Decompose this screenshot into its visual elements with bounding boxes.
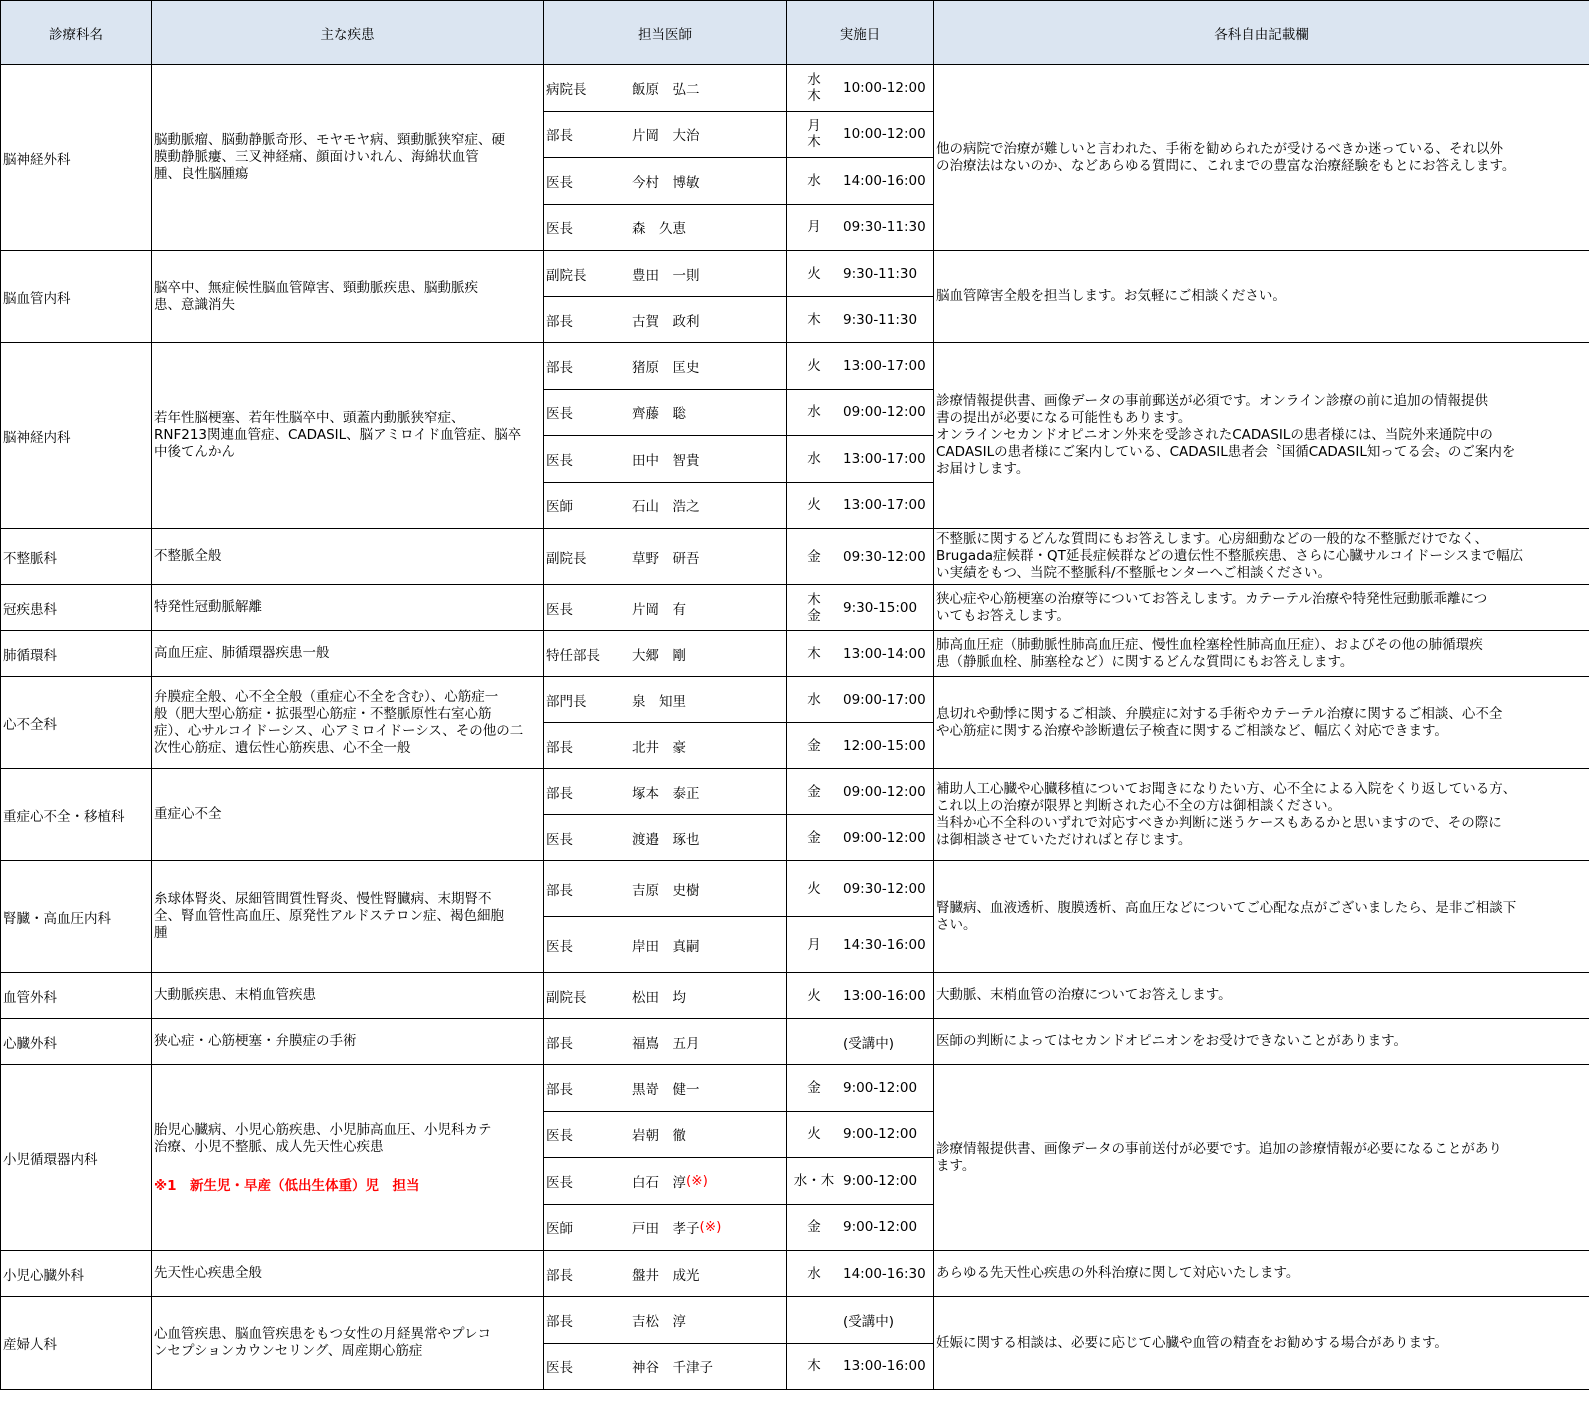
dept-name: 不整脈科 bbox=[1, 529, 152, 585]
schedule-cell bbox=[787, 111, 934, 158]
doctor-name: 田中 智貴 bbox=[632, 452, 700, 469]
memo-text: 医師の判断によってはセカンドオピニオンをお受けできないことがあります。 bbox=[936, 1033, 1408, 1049]
table-row bbox=[1, 1019, 1589, 1065]
doctor-name: 古賀 政利 bbox=[632, 313, 700, 330]
memo-cell bbox=[934, 677, 1589, 769]
doctor-role: 部長 bbox=[546, 1081, 573, 1098]
schedule-time: 09:00-12:00 bbox=[843, 404, 926, 421]
doctor-role: 特任部長 bbox=[546, 647, 600, 664]
disease-cell bbox=[152, 585, 544, 631]
schedule-cell bbox=[787, 1158, 934, 1205]
schedule-time: 09:30-12:00 bbox=[843, 880, 926, 897]
schedule-time: 13:00-16:00 bbox=[843, 1358, 926, 1375]
doctor-cell bbox=[544, 1204, 787, 1251]
memo-cell bbox=[934, 631, 1589, 677]
schedule-day: 木 bbox=[807, 645, 821, 662]
doctor-name: 塚本 泰正 bbox=[632, 785, 700, 802]
disease-text: 弁膜症全般、心不全全般（重症心不全を含む）、心筋症一 般（肥大型心筋症・拡張型心筋症・不整脈原性右室心筋 症）、心サルコイドーシス、心アミロイドーシス、その他の二 次性心筋症、遺伝性心筋疾患、心不全一般 bbox=[154, 688, 524, 756]
doctor-name: 齊藤 聡 bbox=[632, 406, 686, 423]
dept-name: 脳神経内科 bbox=[1, 343, 152, 529]
table-row bbox=[1, 585, 1589, 631]
schedule-cell bbox=[787, 1019, 934, 1065]
doctor-name: 泉 知里 bbox=[632, 693, 686, 710]
schedule-time: 9:00-12:00 bbox=[843, 1126, 918, 1143]
red-note: ※1 新生児・早産（低出生体重）児 担当 bbox=[154, 1177, 420, 1194]
schedule-day: 月 bbox=[807, 219, 821, 236]
schedule-time: 9:00-12:00 bbox=[843, 1079, 918, 1096]
doctor-name: 吉松 淳 bbox=[632, 1313, 686, 1330]
disease-cell bbox=[152, 1297, 544, 1390]
dept-name: 脳血管内科 bbox=[1, 251, 152, 343]
memo-cell bbox=[934, 585, 1589, 631]
dept-name: 血管外科 bbox=[1, 973, 152, 1019]
table-row bbox=[1, 1251, 1589, 1297]
disease-cell bbox=[152, 973, 544, 1019]
schedule-cell bbox=[787, 769, 934, 815]
memo-cell bbox=[934, 529, 1589, 585]
disease-text: 特発性冠動脈解離 bbox=[154, 599, 262, 615]
schedule-day: 水 bbox=[807, 691, 821, 708]
schedule-day: 水 木 bbox=[807, 71, 821, 104]
schedule-time: 09:30-11:30 bbox=[843, 219, 926, 236]
doctor-name: 飯原 弘二 bbox=[632, 81, 700, 98]
doctor-cell bbox=[544, 1343, 787, 1390]
schedule-time: 9:30-11:30 bbox=[843, 311, 918, 328]
doctor-role: 副院長 bbox=[546, 550, 587, 567]
disease-text: 高血圧症、肺循環器疾患一般 bbox=[154, 645, 330, 661]
disease-text: 胎児心臓病、小児心筋疾患、小児肺高血圧、小児科カテ 治療、小児不整脈、成人先天性心疾患 bbox=[154, 1121, 492, 1155]
doctor-name: 片岡 有 bbox=[632, 601, 686, 618]
schedule-time: 14:30-16:00 bbox=[843, 936, 926, 953]
memo-text: 診療情報提供書、画像データの事前郵送が必須です。オンライン診療の前に追加の情報提供 書の提出が必要になる可能性もあります。 オンラインセカンドオピニオン外来を受診されたCADASILの患者様には、当院外来通院中の CADASILの患者様にご案内している、CADASIL患者会〝国循CADASIL知ってる会〟のご案内を お届けします。 bbox=[936, 393, 1516, 477]
doctor-role: 医長 bbox=[546, 406, 573, 423]
schedule-day: 金 bbox=[807, 548, 821, 565]
disease-cell bbox=[152, 1019, 544, 1065]
table-body bbox=[1, 65, 1589, 1390]
doctor-cell bbox=[544, 815, 787, 861]
doctor-role: 副院長 bbox=[546, 267, 587, 284]
doctor-cell bbox=[544, 677, 787, 723]
schedule-cell bbox=[787, 815, 934, 861]
schedule-day: 金 bbox=[807, 829, 821, 846]
doctor-cell bbox=[544, 158, 787, 205]
doctor-name: 北井 豪 bbox=[632, 739, 686, 756]
doctor-cell bbox=[544, 917, 787, 973]
schedule-time: 14:00-16:00 bbox=[843, 172, 926, 189]
schedule-cell bbox=[787, 389, 934, 436]
dept-name: 心不全科 bbox=[1, 677, 152, 769]
schedule-time: 9:30-11:30 bbox=[843, 265, 918, 282]
doctor-name: 福嶌 五月 bbox=[632, 1035, 700, 1052]
doctor-role: 部長 bbox=[546, 1313, 573, 1330]
schedule-time: 9:00-12:00 bbox=[843, 1219, 918, 1236]
doctor-role: 副院長 bbox=[546, 989, 587, 1006]
schedule-cell bbox=[787, 204, 934, 251]
disease-text: 狭心症・心筋梗塞・弁膜症の手術 bbox=[154, 1033, 357, 1049]
doctor-cell bbox=[544, 1297, 787, 1344]
dept-name: 腎臓・高血圧内科 bbox=[1, 861, 152, 973]
schedule-time: 09:00-17:00 bbox=[843, 691, 926, 708]
header-memo: 各科自由記載欄 bbox=[934, 1, 1589, 65]
memo-cell bbox=[934, 1251, 1589, 1297]
disease-text: 心血管疾患、脳血管疾患をもつ女性の月経異常やプレコ ンセプションカウンセリング、周産期心筋症 bbox=[154, 1326, 491, 1359]
memo-cell bbox=[934, 1065, 1589, 1251]
schedule-cell bbox=[787, 158, 934, 205]
dept-name: 産婦人科 bbox=[1, 1297, 152, 1390]
doctor-cell bbox=[544, 389, 787, 436]
doctor-cell bbox=[544, 973, 787, 1019]
schedule-time: 14:00-16:30 bbox=[843, 1265, 926, 1282]
schedule-day: 水・木 bbox=[793, 1172, 835, 1189]
doctor-role: 部門長 bbox=[546, 693, 587, 710]
doctor-cell bbox=[544, 585, 787, 631]
schedule-cell bbox=[787, 917, 934, 973]
doctor-name: 草野 研吾 bbox=[632, 550, 700, 567]
doctor-cell bbox=[544, 529, 787, 585]
schedule-day: 火 bbox=[807, 497, 821, 514]
memo-text: 息切れや動悸に関するご相談、弁膜症に対する手術やカテーテル治療に関するご相談、心不全 や心筋症に関する治療や診断遺伝子検査に関するご相談など、幅広く対応できます。 bbox=[936, 705, 1503, 739]
doctor-name: 岸田 真嗣 bbox=[632, 938, 700, 955]
table-row bbox=[1, 769, 1589, 815]
schedule-day: 木 金 bbox=[807, 591, 821, 624]
disease-cell bbox=[152, 529, 544, 585]
doctor-name: 盤井 成光 bbox=[632, 1267, 700, 1284]
schedule-time: 09:30-12:00 bbox=[843, 548, 926, 565]
header-dept: 診療科名 bbox=[1, 1, 152, 65]
doctor-role: 医長 bbox=[546, 452, 573, 469]
schedule-time: 13:00-17:00 bbox=[843, 357, 926, 374]
schedule-cell bbox=[787, 585, 934, 631]
disease-cell bbox=[152, 65, 544, 251]
disease-text: 糸球体腎炎、尿細管間質性腎炎、慢性腎臓病、末期腎不 全、腎血管性高血圧、原発性アルドステロン症、褐色細胞 腫 bbox=[154, 891, 505, 941]
memo-text: 腎臓病、血液透析、腹膜透析、高血圧などについてご心配な点がございましたら、是非ご相談下 さい。 bbox=[936, 899, 1517, 933]
schedule-cell bbox=[787, 251, 934, 297]
schedule-time: 09:00-12:00 bbox=[843, 783, 926, 800]
schedule-cell bbox=[787, 1111, 934, 1158]
doctor-cell bbox=[544, 1111, 787, 1158]
schedule-time: 10:00-12:00 bbox=[843, 126, 926, 143]
doctor-role: 医師 bbox=[546, 499, 573, 516]
doctor-role: 医長 bbox=[546, 221, 573, 238]
doctor-name: 吉原 史樹 bbox=[632, 882, 700, 899]
doctor-mark: (※) bbox=[686, 1172, 708, 1189]
doctor-cell bbox=[544, 1065, 787, 1112]
table-row bbox=[1, 677, 1589, 723]
schedule-time: (受講中) bbox=[843, 1035, 895, 1052]
disease-text: 脳動脈瘤、脳動静脈奇形、モヤモヤ病、頸動脈狭窄症、硬 膜動静脈瘻、三叉神経痛、顔面けいれん、海綿状血管 腫、良性脳腫瘍 bbox=[154, 132, 505, 182]
doctor-cell bbox=[544, 482, 787, 529]
doctor-name: 今村 博敏 bbox=[632, 174, 700, 191]
memo-cell bbox=[934, 1297, 1589, 1390]
dept-name: 脳神経外科 bbox=[1, 65, 152, 251]
doctor-role: 医長 bbox=[546, 1360, 573, 1377]
schedule-day: 木 bbox=[807, 311, 821, 328]
disease-text: 不整脈全般 bbox=[154, 548, 222, 564]
memo-text: あらゆる先天性心疾患の外科治療に関して対応いたします。 bbox=[936, 1265, 1300, 1281]
schedule-day: 水 bbox=[807, 404, 821, 421]
doctor-cell bbox=[544, 1251, 787, 1297]
schedule-cell bbox=[787, 861, 934, 917]
doctor-cell bbox=[544, 343, 787, 390]
memo-text: 診療情報提供書、画像データの事前送付が必要です。追加の診療情報が必要になることがあり ます。 bbox=[936, 1140, 1502, 1174]
disease-cell bbox=[152, 343, 544, 529]
memo-text: 補助人工心臓や心臓移植についてお聞きになりたい方、心不全による入院をくり返している方、 これ以上の治療が限界と判断された心不全の方は御相談ください。 当科か心不全科のいずれで対応すべきか判断に迷うケースもあるかと思いますので、その際に は御相談させていただければと存じます。 bbox=[936, 780, 1517, 848]
doctor-role: 医長 bbox=[546, 1174, 573, 1191]
dept-name: 肺循環科 bbox=[1, 631, 152, 677]
doctor-cell bbox=[544, 251, 787, 297]
doctor-name: 戸田 孝子 bbox=[632, 1221, 700, 1238]
disease-text: 若年性脳梗塞、若年性脳卒中、頭蓋内動脈狭窄症、 RNF213関連血管症、CADASIL、脳アミロイド血管症、脳卒 中後てんかん bbox=[154, 410, 522, 460]
schedule-cell bbox=[787, 1065, 934, 1112]
doctor-cell bbox=[544, 1019, 787, 1065]
table-row bbox=[1, 973, 1589, 1019]
schedule-day: 水 bbox=[807, 172, 821, 189]
schedule-day: 金 bbox=[807, 783, 821, 800]
doctor-role: 病院長 bbox=[546, 81, 587, 98]
doctor-cell bbox=[544, 631, 787, 677]
schedule-day: 木 bbox=[807, 1358, 821, 1375]
header-date: 実施日 bbox=[787, 1, 934, 65]
memo-cell bbox=[934, 1019, 1589, 1065]
schedule-cell bbox=[787, 723, 934, 769]
memo-text: 不整脈に関するどんな質問にもお答えします。心房細動などの一般的な不整脈だけでなく、 Brugada症候群・QT延長症候群などの遺伝性不整脈疾患、さらに心臓サルコイドーシスまで幅広 い実績をもつ、当院不整脈科/不整脈センターへご相談ください。 bbox=[936, 531, 1524, 581]
doctor-role: 医長 bbox=[546, 831, 573, 848]
memo-cell bbox=[934, 861, 1589, 973]
dept-name: 冠疾患科 bbox=[1, 585, 152, 631]
header-doctor: 担当医師 bbox=[544, 1, 787, 65]
disease-cell bbox=[152, 769, 544, 861]
dept-name: 小児心臓外科 bbox=[1, 1251, 152, 1297]
doctor-role: 医師 bbox=[546, 1221, 573, 1238]
memo-text: 他の病院で治療が難しいと言われた、手術を勧められたが受けるべきか迷っている、それ以外 の治療法はないのか、などあらゆる質問に、これまでの豊富な治療経験をもとにお答えします。 bbox=[936, 140, 1516, 174]
schedule-cell bbox=[787, 677, 934, 723]
doctor-cell bbox=[544, 1158, 787, 1205]
doctor-role: 部長 bbox=[546, 128, 573, 145]
doctor-name: 白石 淳 bbox=[632, 1174, 686, 1191]
memo-cell bbox=[934, 65, 1589, 251]
memo-cell bbox=[934, 769, 1589, 861]
doctor-name: 黒嵜 健一 bbox=[632, 1081, 700, 1098]
schedule-cell bbox=[787, 65, 934, 112]
memo-text: 妊娠に関する相談は、必要に応じて心臓や血管の精査をお勧めする場合があります。 bbox=[936, 1334, 1448, 1351]
disease-text: 大動脈疾患、末梢血管疾患 bbox=[154, 987, 316, 1003]
schedule-day: 月 bbox=[807, 936, 821, 953]
memo-cell bbox=[934, 973, 1589, 1019]
doctor-role: 部長 bbox=[546, 1267, 573, 1284]
doctor-role: 部長 bbox=[546, 313, 573, 330]
schedule-day: 月 木 bbox=[807, 118, 821, 151]
schedule-day: 金 bbox=[807, 737, 821, 754]
doctor-cell bbox=[544, 769, 787, 815]
memo-text: 肺高血圧症（肺動脈性肺高血圧症、慢性血栓塞栓性肺高血圧症）、およびその他の肺循環疾 患（静脈血栓、肺塞栓など）に関するどんな質問にもお答えします。 bbox=[936, 636, 1483, 670]
schedule-day: 火 bbox=[807, 880, 821, 897]
schedule-time: 9:30-15:00 bbox=[843, 599, 918, 616]
doctor-role: 部長 bbox=[546, 739, 573, 756]
disease-cell bbox=[152, 1065, 544, 1251]
schedule-time: 13:00-17:00 bbox=[843, 497, 926, 514]
memo-text: 狭心症や心筋梗塞の治療等についてお答えします。カテーテル治療や特発性冠動脈乖離につ いてもお答えします。 bbox=[936, 590, 1488, 624]
schedule-cell bbox=[787, 1251, 934, 1297]
schedule-time: 13:00-16:00 bbox=[843, 987, 926, 1004]
schedule-cell bbox=[787, 631, 934, 677]
doctor-cell bbox=[544, 204, 787, 251]
dept-name: 心臓外科 bbox=[1, 1019, 152, 1065]
doctor-name: 豊田 一則 bbox=[632, 267, 700, 284]
memo-cell bbox=[934, 343, 1589, 529]
schedule-cell bbox=[787, 529, 934, 585]
doctor-cell bbox=[544, 65, 787, 112]
schedule-day: 水 bbox=[807, 450, 821, 467]
schedule-cell bbox=[787, 1297, 934, 1344]
schedule-time: 13:00-14:00 bbox=[843, 645, 926, 662]
schedule-cell bbox=[787, 436, 934, 483]
doctor-cell bbox=[544, 111, 787, 158]
schedule-cell bbox=[787, 482, 934, 529]
disease-text: 重症心不全 bbox=[154, 806, 222, 822]
doctor-role: 医長 bbox=[546, 1128, 573, 1145]
doctor-role: 部長 bbox=[546, 785, 573, 802]
doctor-cell bbox=[544, 723, 787, 769]
schedule-day: 火 bbox=[807, 987, 821, 1004]
table-row bbox=[1, 1065, 1589, 1112]
header-disease: 主な疾患 bbox=[152, 1, 544, 65]
schedule-day: 金 bbox=[807, 1219, 821, 1236]
disease-cell bbox=[152, 1251, 544, 1297]
doctor-cell bbox=[544, 861, 787, 917]
schedule-day: 金 bbox=[807, 1079, 821, 1096]
memo-cell bbox=[934, 251, 1589, 343]
disease-cell bbox=[152, 677, 544, 769]
schedule-cell bbox=[787, 1343, 934, 1390]
dept-name: 小児循環器内科 bbox=[1, 1065, 152, 1251]
table-row bbox=[1, 1297, 1589, 1344]
table-row bbox=[1, 65, 1589, 112]
schedule-day: 火 bbox=[807, 265, 821, 282]
doctor-name: 神谷 千津子 bbox=[632, 1360, 713, 1377]
schedule-day: 火 bbox=[807, 1126, 821, 1143]
table-row bbox=[1, 631, 1589, 677]
doctor-role: 部長 bbox=[546, 1035, 573, 1052]
doctor-mark: (※) bbox=[699, 1219, 722, 1236]
dept-name: 重症心不全・移植科 bbox=[1, 769, 152, 861]
doctor-cell bbox=[544, 297, 787, 343]
table-row bbox=[1, 861, 1589, 917]
schedule-cell bbox=[787, 297, 934, 343]
doctor-role: 部長 bbox=[546, 359, 573, 376]
table-row bbox=[1, 251, 1589, 297]
schedule-time: 12:00-15:00 bbox=[843, 737, 926, 754]
doctor-name: 岩朝 徹 bbox=[632, 1128, 686, 1145]
doctor-name: 片岡 大治 bbox=[632, 128, 700, 145]
disease-text: 先天性心疾患全般 bbox=[154, 1265, 262, 1281]
schedule-time: (受講中) bbox=[843, 1313, 895, 1330]
schedule-cell bbox=[787, 343, 934, 390]
doctor-name: 松田 均 bbox=[632, 989, 686, 1006]
schedule-cell bbox=[787, 1204, 934, 1251]
doctor-role: 医長 bbox=[546, 601, 573, 618]
schedule-day: 火 bbox=[807, 357, 821, 374]
schedule-day: 水 bbox=[807, 1265, 821, 1282]
disease-cell bbox=[152, 861, 544, 973]
disease-cell bbox=[152, 631, 544, 677]
doctor-name: 渡邉 琢也 bbox=[632, 831, 700, 848]
header-row bbox=[1, 1, 1589, 65]
memo-text: 脳血管障害全般を担当します。お気軽にご相談ください。 bbox=[936, 288, 1286, 304]
doctor-role: 部長 bbox=[546, 882, 573, 899]
doctor-name: 石山 浩之 bbox=[632, 499, 700, 516]
schedule-time: 9:00-12:00 bbox=[843, 1172, 918, 1189]
doctor-role: 医長 bbox=[546, 174, 573, 191]
doctor-role: 医長 bbox=[546, 938, 573, 955]
schedule-time: 09:00-12:00 bbox=[843, 829, 926, 846]
table-row bbox=[1, 529, 1589, 585]
schedule-cell bbox=[787, 973, 934, 1019]
schedule-time: 10:00-12:00 bbox=[843, 79, 926, 96]
doctor-cell bbox=[544, 436, 787, 483]
memo-text: 大動脈、末梢血管の治療についてお答えします。 bbox=[936, 987, 1232, 1003]
doctor-name: 大郷 剛 bbox=[632, 647, 686, 664]
disease-cell bbox=[152, 251, 544, 343]
disease-text: 脳卒中、無症候性脳血管障害、頸動脈疾患、脳動脈疾 患、意識消失 bbox=[154, 279, 478, 313]
schedule-time: 13:00-17:00 bbox=[843, 450, 926, 467]
doctor-name: 猪原 匡史 bbox=[632, 359, 700, 376]
table-row bbox=[1, 343, 1589, 390]
doctor-name: 森 久恵 bbox=[632, 221, 686, 238]
